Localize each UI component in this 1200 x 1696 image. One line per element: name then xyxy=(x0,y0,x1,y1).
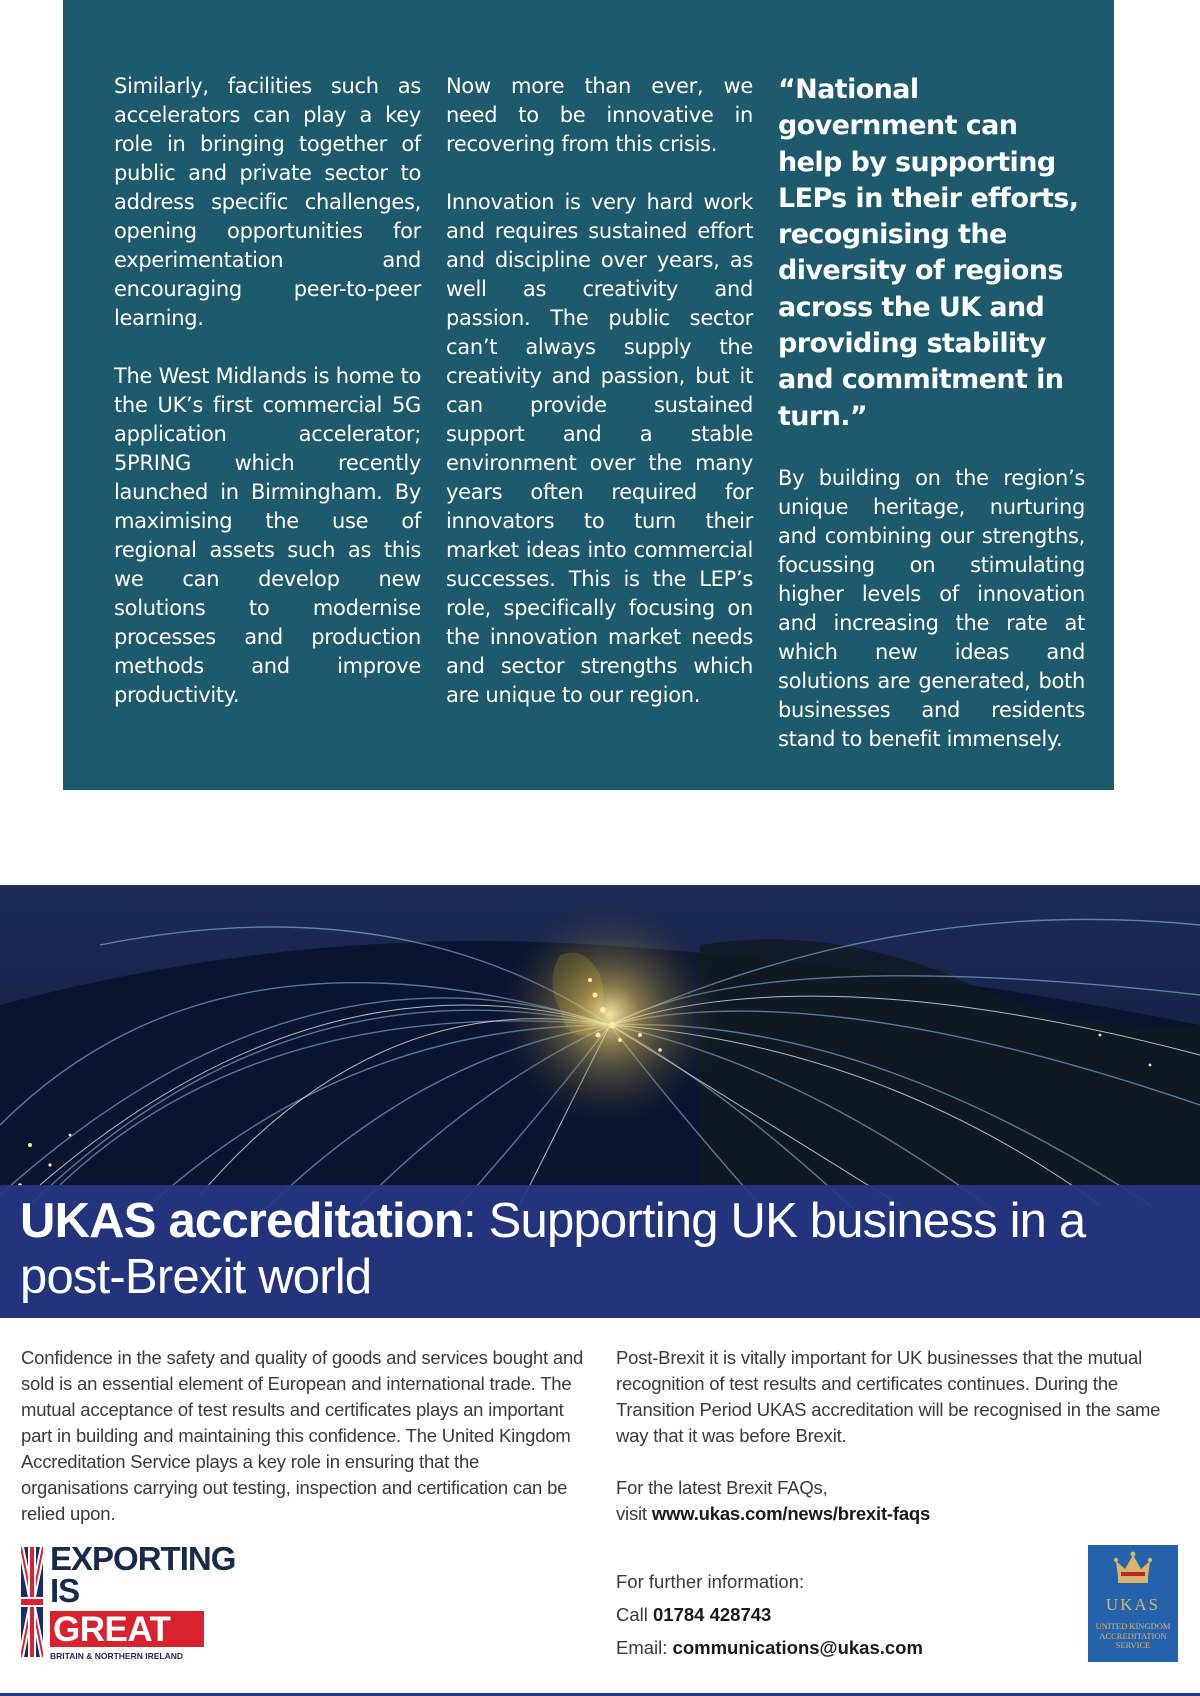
call-label: Call xyxy=(616,1604,654,1625)
hero-image xyxy=(0,885,1200,1318)
email-address[interactable]: communications@ukas.com xyxy=(672,1637,923,1658)
email-line xyxy=(616,1631,923,1664)
logo-word: IS xyxy=(50,1572,80,1609)
email-label: Email: xyxy=(616,1637,673,1658)
advert-paragraph: Post-Brexit it is vitally important for UK businesses that the mutual recognition of test results and certificates continues. During the Transition Period UKAS accreditation will be recognised in the same way that it was before Brexit. xyxy=(616,1347,1161,1446)
ukas-logo xyxy=(1088,1545,1178,1662)
headline-rest: : Supporting UK business in a post-Brexit world xyxy=(20,1194,1086,1304)
article-paragraph: Similarly, facilities such as accelerators can play a key role in bringing together of public and private sector to address specific challenges, opening opportunities for experimentation and encouraging peer-to-peer learning. xyxy=(114,74,421,330)
article-column-1 xyxy=(114,72,421,710)
headline-band xyxy=(0,1185,1200,1318)
phone-line xyxy=(616,1598,923,1631)
exporting-is-text xyxy=(50,1540,236,1609)
article-column-3 xyxy=(778,72,1085,754)
ukas-advert xyxy=(0,885,1200,1696)
advert-left-column xyxy=(21,1345,591,1527)
faq-line xyxy=(616,1501,1186,1527)
further-info-label: For further information: xyxy=(616,1571,805,1592)
advert-right-column xyxy=(616,1345,1186,1527)
logo-subtitle: BRITAIN & NORTHERN IRELAND xyxy=(50,1651,184,1661)
ukas-wordmark: UKAS xyxy=(1105,1595,1161,1614)
pull-quote: “National government can help by supporting LEPs in their efforts, recognising the diversity of regions across the UK and providing stability and commitment in turn.” xyxy=(778,74,1079,432)
headline-bold: UKAS accreditation xyxy=(20,1194,464,1248)
faq-link[interactable]: www.ukas.com/news/brexit-faqs xyxy=(651,1503,931,1524)
article-paragraph: Now more than ever, we need to be innovative in recovering from this crisis. xyxy=(446,74,753,156)
logo-word: EXPORTING xyxy=(50,1540,236,1577)
great-box: GREAT xyxy=(50,1611,204,1647)
article-panel xyxy=(63,0,1114,790)
union-flag-icon xyxy=(21,1547,43,1657)
exporting-is-great-logo xyxy=(21,1540,261,1665)
ukas-full-name: UNITED KINGDOM ACCREDITATION SERVICE xyxy=(1095,1621,1171,1650)
phone-number[interactable]: 01784 428743 xyxy=(653,1604,772,1625)
article-paragraph: The West Midlands is home to the UK’s first commercial 5G application accelerator; 5PRING which recently launched in Birmingham. By maximising the use of regional assets such as this we can develop new solutions to modernise processes and production methods and improve productivity. xyxy=(114,364,421,707)
advert-headline xyxy=(20,1193,1200,1305)
crown-icon xyxy=(1088,1545,1178,1593)
advert-paragraph: Confidence in the safety and quality of goods and services bought and sold is an essential element of European and international trade. The mutual acceptance of test results and certificates plays an important part in building and maintaining this confidence. The United Kingdom Accreditation Service plays a key role in ensuring that the organisations carrying out testing, inspection and certification can be relied upon. xyxy=(21,1347,584,1524)
faq-intro: For the latest Brexit FAQs, xyxy=(616,1477,828,1498)
faq-visit-label: visit xyxy=(616,1503,652,1524)
article-paragraph: Innovation is very hard work and requires sustained effort and discipline over years, as well as creativity and passion. The public sector can’t always supply the creativity and passion, but it can provide sustained support and a stable environment over the many years often required for innovators to turn their market ideas into commercial successes. This is the LEP’s role, specifically focusing on the innovation market needs and sector strengths which are unique to our region. xyxy=(446,190,753,707)
article-column-2 xyxy=(446,72,753,710)
article-paragraph: By building on the region’s unique heritage, nurturing and combining our strengths, focussing on stimulating higher levels of innovation and increasing the rate at which new ideas and solutions are generated, both businesses and residents stand to benefit immensely. xyxy=(778,465,1085,751)
contact-block xyxy=(616,1565,923,1664)
